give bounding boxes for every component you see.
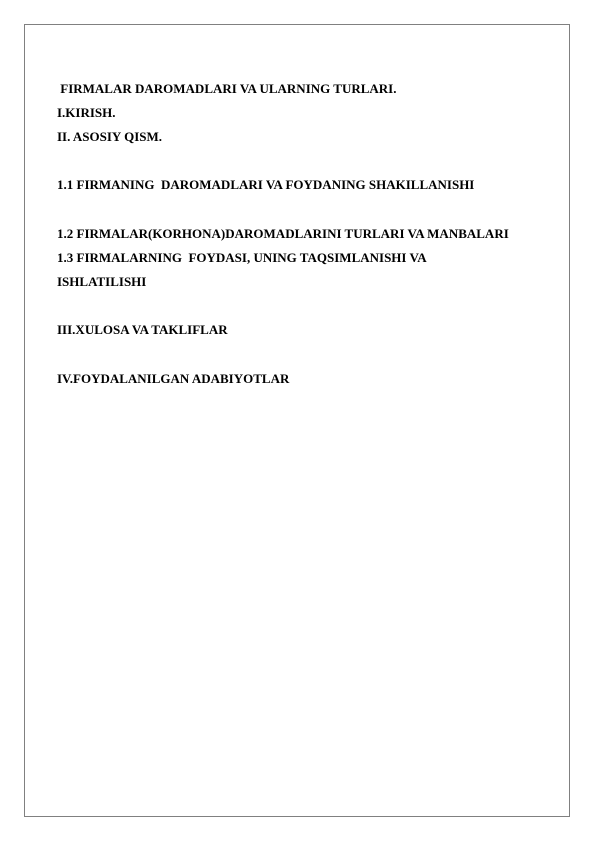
- document-title: FIRMALAR DAROMADLARI VA ULARNING TURLARI.: [57, 81, 397, 96]
- toc-item-1-3-continuation: ISHLATILISHI: [57, 274, 147, 289]
- toc-item-1-2: 1.2 FIRMALAR(KORHONA)DAROMADLARINI TURLARI VA MANBALARI: [57, 226, 509, 241]
- toc-item-1-1: 1.1 FIRMANING DAROMADLARI VA FOYDANING SHAKILLANISHI: [57, 177, 475, 192]
- toc-item-1-3: 1.3 FIRMALARNING FOYDASI, UNING TAQSIMLANISHI VA: [57, 250, 427, 265]
- toc-item-xulosa: III.XULOSA VA TAKLIFLAR: [57, 322, 228, 337]
- toc-item-asosiy-qism: II. ASOSIY QISM.: [57, 129, 162, 144]
- toc-item-kirish: I.KIRISH.: [57, 105, 116, 120]
- toc-item-adabiyotlar: IV.FOYDALANILGAN ADABIYOTLAR: [57, 371, 290, 386]
